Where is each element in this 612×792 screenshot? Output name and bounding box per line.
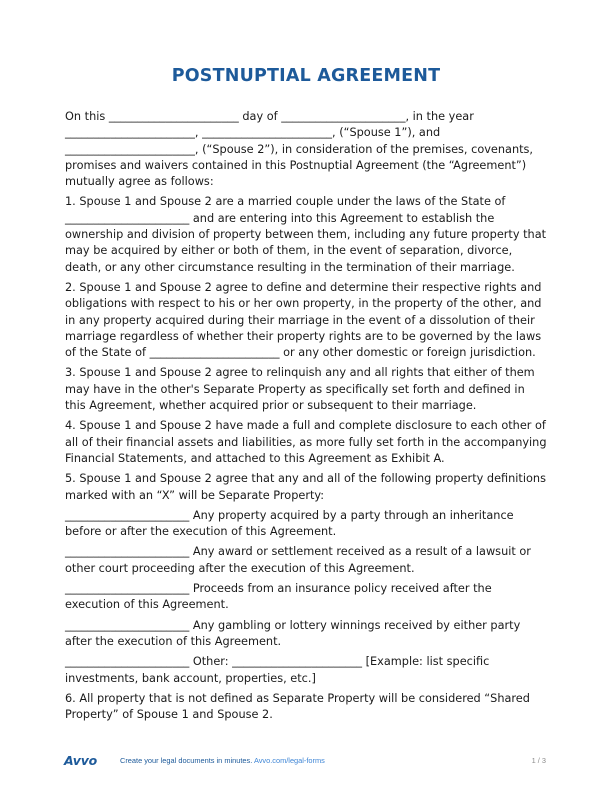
avvo-logo: Avvo: [64, 753, 98, 768]
option-inheritance: ______________________ Any property acquired by a party through an inheritance before or after the execution of this Agreement.: [65, 508, 514, 539]
document-title: POSTNUPTIAL AGREEMENT: [171, 66, 441, 86]
option-gambling-winnings: ______________________ Any gambling or lottery winnings received by either party after the execution of this Agreement.: [65, 618, 521, 648]
clause-2-paragraph: 2. Spouse 1 and Spouse 2 agree to define and determine their respective rights and obligations with respect to his or her own property, in the property of the other, and in any property acquired during their marriage in the event of a dissolution of their marriage regardless of whether their property rights are to be governed by the laws of the State of _______________________ or any other domestic or foreign jurisdiction.: [65, 280, 542, 360]
preamble-paragraph: On this _______________________ day of ______________________, in the year _______________________, _______________________, (“Spouse 1”), and _______________________, (“Spouse 2”), in consideration of the premises, covenants, promises and waivers contained in this Postnuptial Agreement (the “Agreement”) mutually agree as follows:: [65, 110, 534, 189]
option-insurance-proceeds: ______________________ Proceeds from an insurance policy received after the execution of this Agreement.: [65, 582, 492, 612]
option-other: ______________________ Other: _______________________ [Example: list specific investments, bank account, properties, etc.]: [65, 655, 490, 685]
page-footer: [0, 750, 612, 770]
clause-1-paragraph: 1. Spouse 1 and Spouse 2 are a married couple under the laws of the State of ______________________ and are entering into this Agreement to establish the ownership and division of property between them, including any future property that may be acquired by either or both of them, in the event of separation, divorce, death, or any other circumstance resulting in the termination of their marriage.: [65, 195, 547, 274]
footer-link[interactable]: Avvo.com/legal-forms: [253, 756, 325, 765]
footer-tagline: [120, 756, 325, 765]
clause-6-paragraph: 6. All property that is not defined as Separate Property will be considered “Shared Property” of Spouse 1 and Spouse 2.: [65, 691, 530, 722]
page-number: 1 / 3: [531, 756, 546, 765]
clause-5-paragraph: 5. Spouse 1 and Spouse 2 agree that any and all of the following property definitions marked with an “X” will be Separate Property:: [65, 472, 546, 502]
clause-3-paragraph: 3. Spouse 1 and Spouse 2 agree to relinquish any and all rights that either of them may have in the other's Separate Property as specifically set forth and defined in this Agreement, whether acquired prior or subsequent to their marriage.: [65, 366, 535, 413]
footer-tagline-text: Create your legal documents in minutes.: [120, 756, 253, 765]
clause-4-paragraph: 4. Spouse 1 and Spouse 2 have made a full and complete disclosure to each other of all of their financial assets and liabilities, as more fully set forth in the accompanying Financial Statements, and attached to this Agreement as Exhibit A.: [65, 419, 547, 465]
option-lawsuit-award: ______________________ Any award or settlement received as a result of a lawsuit or other court proceeding after the execution of this Agreement.: [65, 545, 531, 575]
document-body: [65, 109, 547, 727]
